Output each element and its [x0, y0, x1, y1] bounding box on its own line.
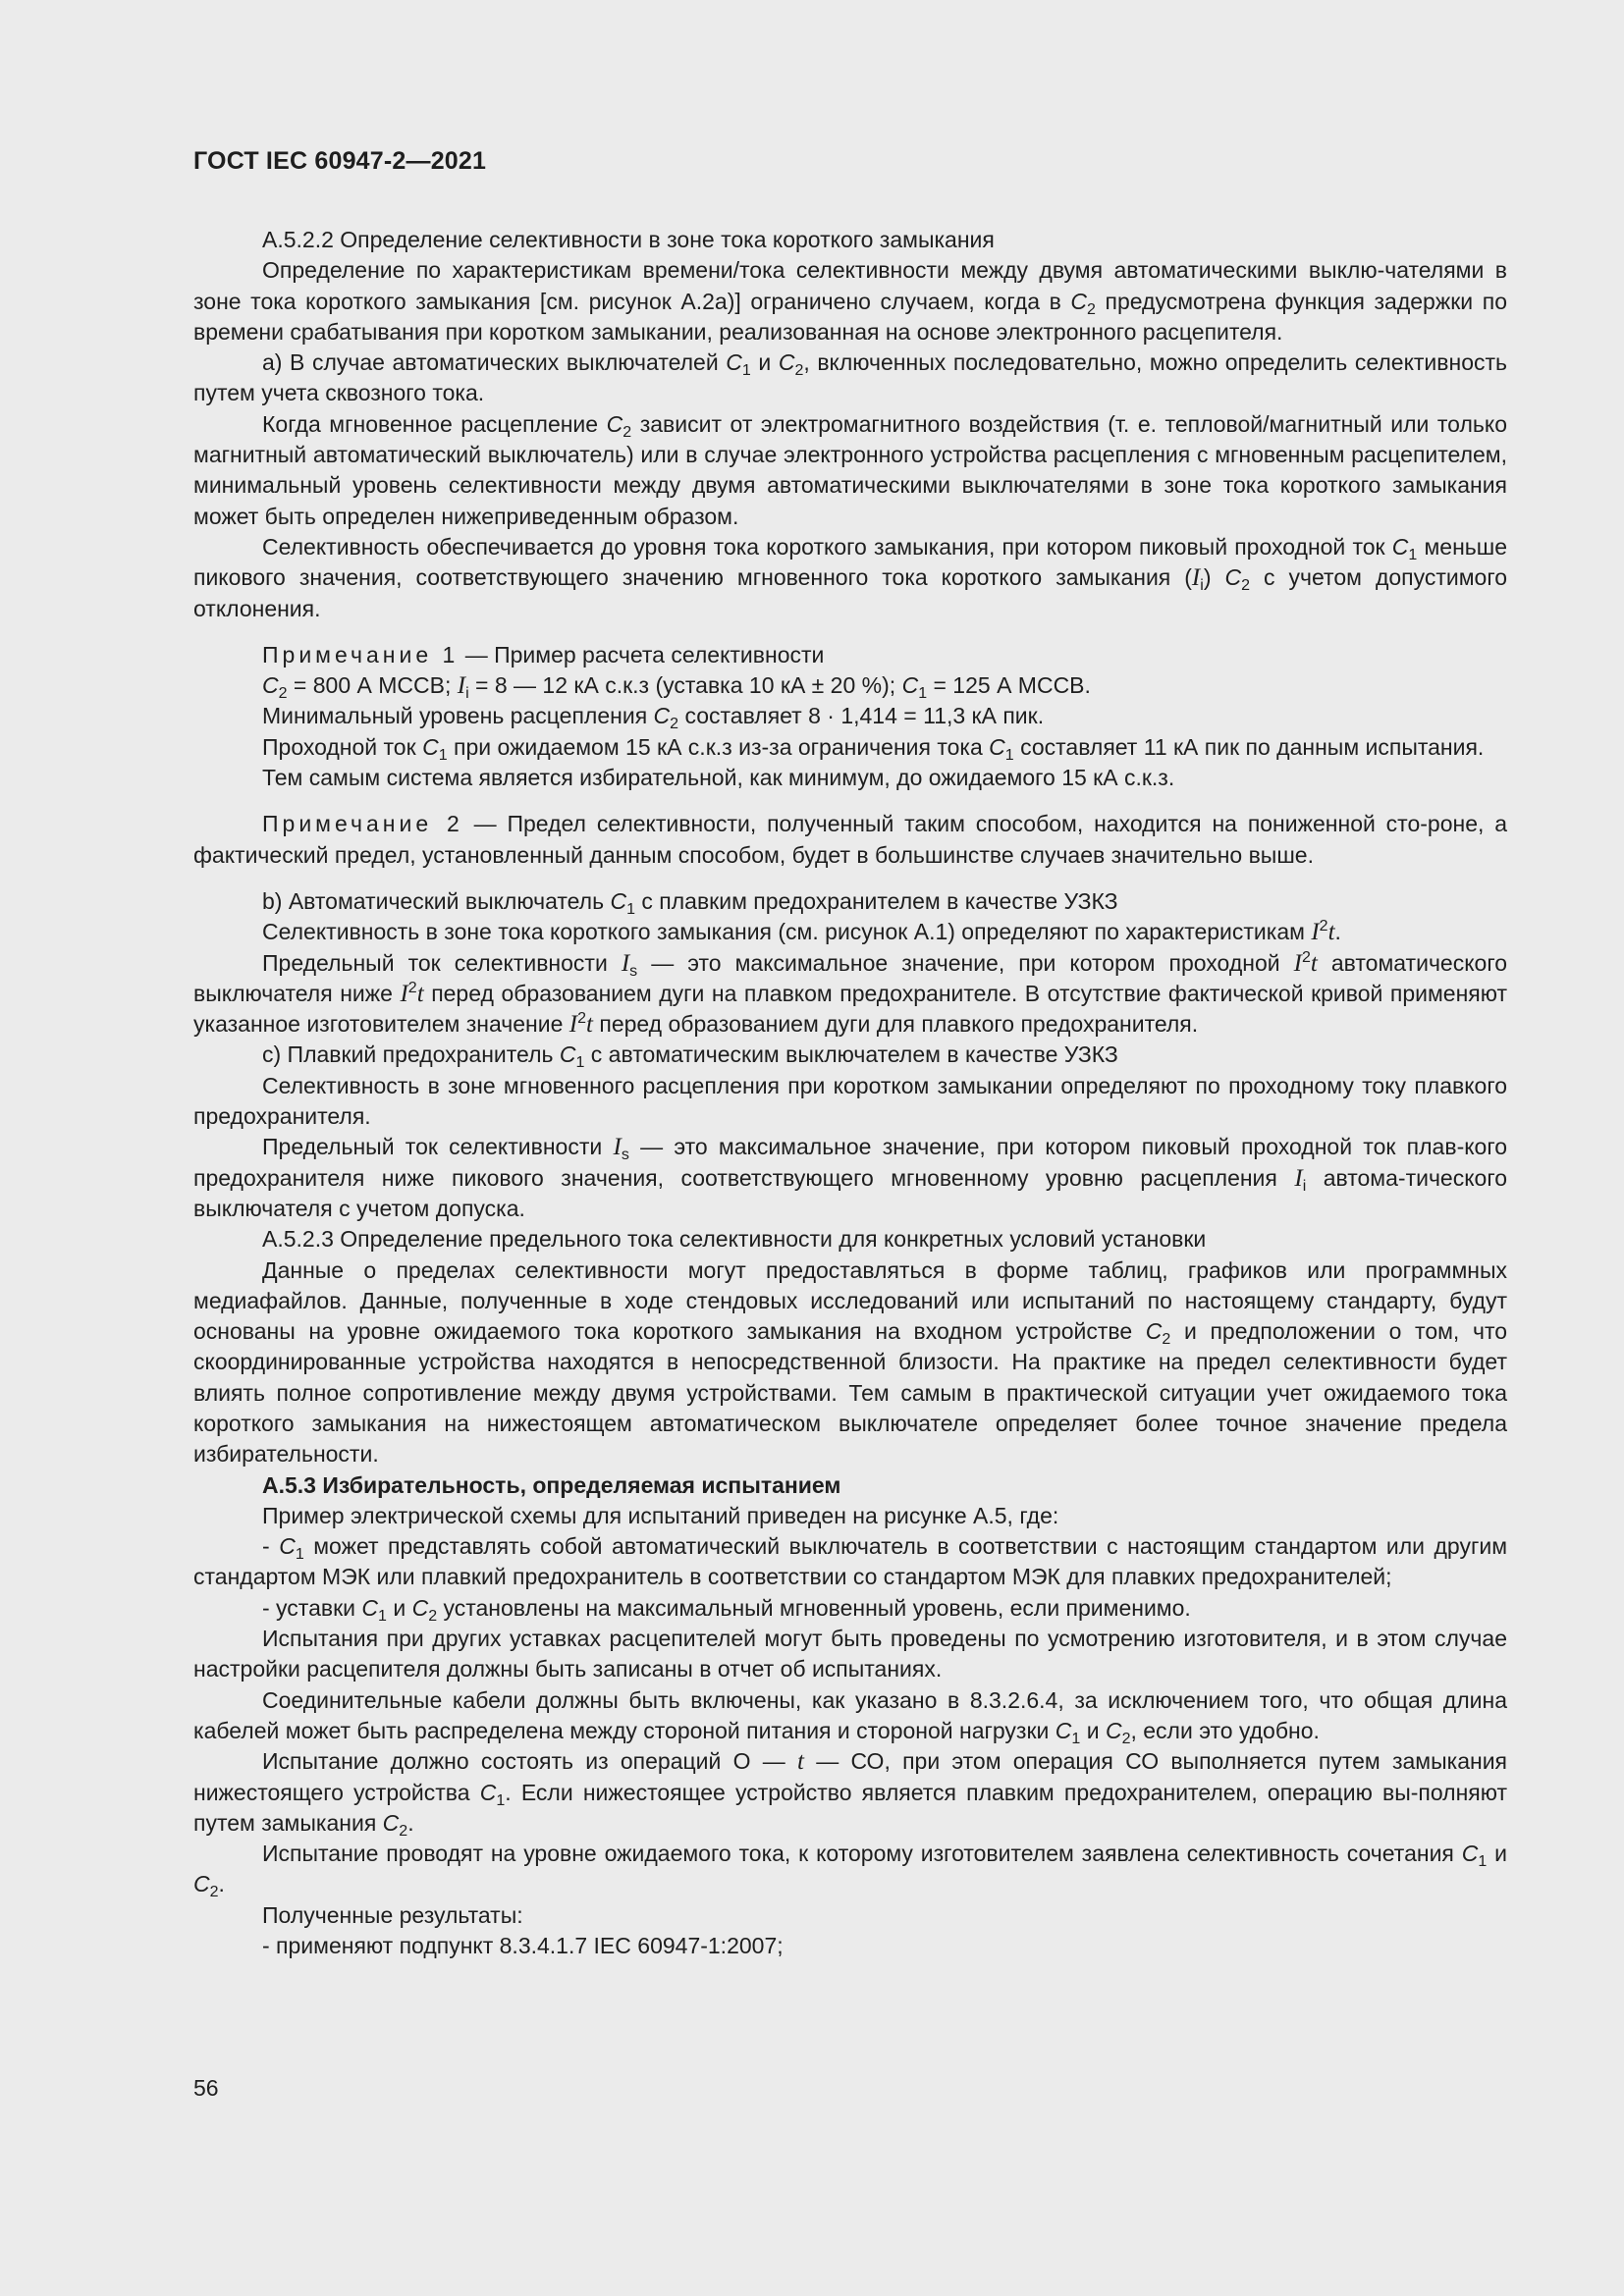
note-1-title: Примечание 1 — Пример расчета селективности: [262, 641, 825, 667]
paragraph: Испытания при других уставках расцепителей могут быть проведены по усмотрению изготовителя, и в этом случае настройки расцепителя должны быть записаны в отчет об испытаниях.: [193, 1626, 1507, 1682]
paragraph: Испытание должно состоять из операций О — t — СО, при этом операция СО выполняется путем замыкания нижестоящего устройства $C_1$. Если нижестоящее устройство является плавким предохранителем, операцию вы-полняют путем замыкания $C_2$.: [193, 1748, 1508, 1840]
paragraph: Селективность в зоне мгновенного расцепления при коротком замыкании определяют по проходному току плавкого предохранителя.: [193, 1072, 1507, 1130]
paragraph: Соединительные кабели должны быть включены, как указано в 8.3.2.6.4, за исключением того, что общая длина кабелей может быть распределена между стороной питания и стороной нагрузки $C_1$ и $C_2$, если это удобно.: [193, 1686, 1507, 1747]
paragraph: Предельный ток селективности $I_s$ — это максимальное значение, при котором пиковый проходной ток плав-кого предохранителя ниже пикового значения, соответствующего мгновенному уровню расцепления $I_i$ автома-тического выключателя с учетом допуска.: [193, 1134, 1508, 1221]
list-item-dash: - уставки $C_1$ и $C_2$ установлены на максимальный мгновенный уровень, если применимо.: [262, 1594, 1191, 1625]
paragraph: Пример электрической схемы для испытаний приведен на рисунке А.5, где:: [262, 1502, 1059, 1528]
page-number: 56: [193, 2075, 219, 2101]
section-heading-a523: A.5.2.3 Определение предельного тока селективности для конкретных условий установки: [262, 1226, 1207, 1253]
note-1-line: Проходной ток $C_1$ при ожидаемом 15 кА с.к.з из-за ограничения тока $C_1$ составляет 11 кА пик по данным испытания.: [262, 733, 1485, 764]
document-header: ГОСТ IEC 60947-2—2021: [193, 147, 487, 175]
paragraph: Испытание проводят на уровне ожидаемого тока, к которому изготовителем заявлена селективность сочетания $C_1$ и $C_2$.: [193, 1841, 1508, 1901]
section-heading-a53: А.5.3 Избирательность, определяемая испытанием: [262, 1471, 841, 1498]
list-item-b: b) Автоматический выключатель $C_1$ с плавким предохранителем в качестве УЗКЗ: [262, 887, 1118, 918]
note-1-line: Минимальный уровень расцепления $C_2$ составляет 8 · 1,414 = 11,3 кА пик.: [262, 703, 1045, 733]
paragraph: Предельный ток селективности $I_s$ — это максимальное значение, при котором проходной $I^2t$ автоматического выключателя ниже $I^2t$ перед образованием дуги на плавком предохранителе. В отсутствие фактической кривой применяют указанное изготовителем значение $I^2t$ перед образованием дуги для плавкого предохранителя.: [193, 948, 1508, 1039]
paragraph: Селективность обеспечивается до уровня тока короткого замыкания, при котором пиковый проходной ток $C_1$ меньше пикового значения, соответствующего значению мгновенного тока короткого замыкания $(I_i)$ $C_2$ с учетом допустимого отклонения.: [193, 533, 1508, 621]
paragraph: Определение по характеристикам времени/тока селективности между двумя автоматическими выклю-чателями в зоне тока короткого замыкания [см. рисунок А.2а)] ограничено случаем, когда в $C_2$ предусмотрена функция задержки по времени срабатывания при коротком замыкании, реализованная на основе электронного расцепителя.: [193, 257, 1507, 345]
paragraph: Когда мгновенное расцепление $C_2$ зависит от электромагнитного воздействия (т. е. тепловой/магнитный или только магнитный автоматический выключатель) или в случае электронного устройства расцепления с мгновенным расцепителем, минимальный уровень селективности между двумя автоматическими выключателями в зоне тока короткого замыкания может быть определен нижеприведенным образом.: [193, 410, 1507, 529]
section-heading-a522: A.5.2.2 Определение селективности в зоне тока короткого замыкания: [262, 227, 995, 252]
note-1-line: $C_2 = 800$ А МССВ; $I_i = 8$ — 12 кА с.к.з (уставка 10 кА ± 20 %); $C_1 = 125$ А МССВ.: [262, 672, 1091, 703]
document-body: [193, 225, 1507, 1961]
paragraph: Полученные результаты:: [262, 1901, 523, 1928]
list-item-dash: - применяют подпункт 8.3.4.1.7 IEC 60947-1:2007;: [262, 1933, 784, 1959]
list-item-a: а) В случае автоматических выключателей $C_1$ и $C_2$, включенных последовательно, можно определить селективность путем учета сквозного тока.: [193, 349, 1507, 406]
list-item-dash: - $C_1$ может представлять собой автоматический выключатель в соответствии с настоящим стандартом или другим стандартом МЭК или плавкий предохранитель в соответствии со стандартом МЭК для плавких предохранителей;: [193, 1533, 1508, 1590]
paragraph: Селективность в зоне тока короткого замыкания (см. рисунок А.1) определяют по характеристикам $I^2t$.: [262, 918, 1341, 946]
paragraph: Данные о пределах селективности могут предоставляться в форме таблиц, графиков или программных медиафайлов. Данные, полученные в ходе стендовых исследований или испытаний по настоящему стандарту, будут основаны на уровне ожидаемого тока короткого замыкания на входном устройстве $C_2$ и предположении о том, что скоординированные устройства находятся в непосредственной близости. На практике на предел селективности будет влиять полное сопротивление между двумя устройствами. Тем самым в практической ситуации учет ожидаемого тока короткого замыкания на нижестоящем автоматическом выключателе определяет более точное значение предела избирательности.: [193, 1256, 1508, 1468]
list-item-c: с) Плавкий предохранитель $C_1$ с автоматическим выключателем в качестве УЗКЗ: [262, 1041, 1118, 1072]
note-2: Примечание 2 — Предел селективности, полученный таким способом, находится на пониженной сто-роне, а фактический предел, установленный данным способом, будет в большинстве случаев значительно выше.: [193, 811, 1508, 868]
note-1-line: Тем самым система является избирательной, как минимум, до ожидаемого 15 кА с.к.з.: [262, 765, 1175, 791]
